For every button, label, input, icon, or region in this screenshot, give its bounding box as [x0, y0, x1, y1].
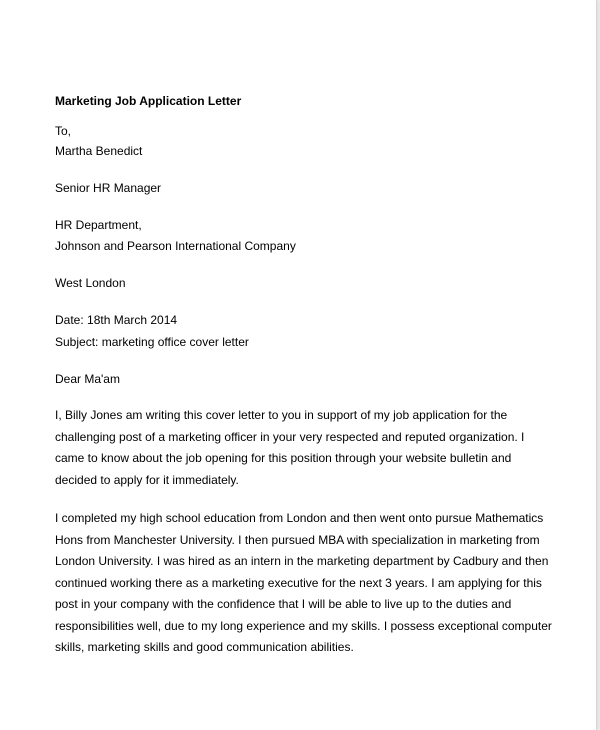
- letter-date: Date: 18th March 2014: [55, 313, 178, 327]
- recipient-to: To,: [55, 124, 72, 138]
- recipient-location: West London: [55, 276, 126, 290]
- recipient-position: Senior HR Manager: [55, 181, 162, 195]
- letter-subject: Subject: marketing office cover letter: [55, 335, 249, 349]
- paragraph-2: I completed my high school education from London and then went onto pursue Mathematics Hons from Manchester University. I then pursued MBA with specialization in marketing from London University. I was hired as an intern in the marketing department by Cadbury and then continued working there as a marketing executive for the next 3 years. I am applying for this post in your company with the confidence that I will be able to live up to the duties and responsibilities well, due to my long experience and my skills. I possess exceptional computer skills, marketing skills and good communication abilities.: [55, 511, 552, 654]
- letter-body: [55, 93, 555, 659]
- recipient-name: Martha Benedict: [55, 144, 143, 158]
- letter-greeting: Dear Ma'am: [55, 372, 120, 386]
- recipient-company: Johnson and Pearson International Company: [55, 239, 296, 253]
- paragraph-1: I, Billy Jones am writing this cover letter to you in support of my job application for the challenging post of a marketing officer in your very respected and reputed organization. I came to know about the job opening for this position through your website bulletin and decided to apply for it immediately.: [55, 408, 525, 487]
- letter-title: Marketing Job Application Letter: [55, 94, 242, 108]
- recipient-department: HR Department,: [55, 218, 142, 232]
